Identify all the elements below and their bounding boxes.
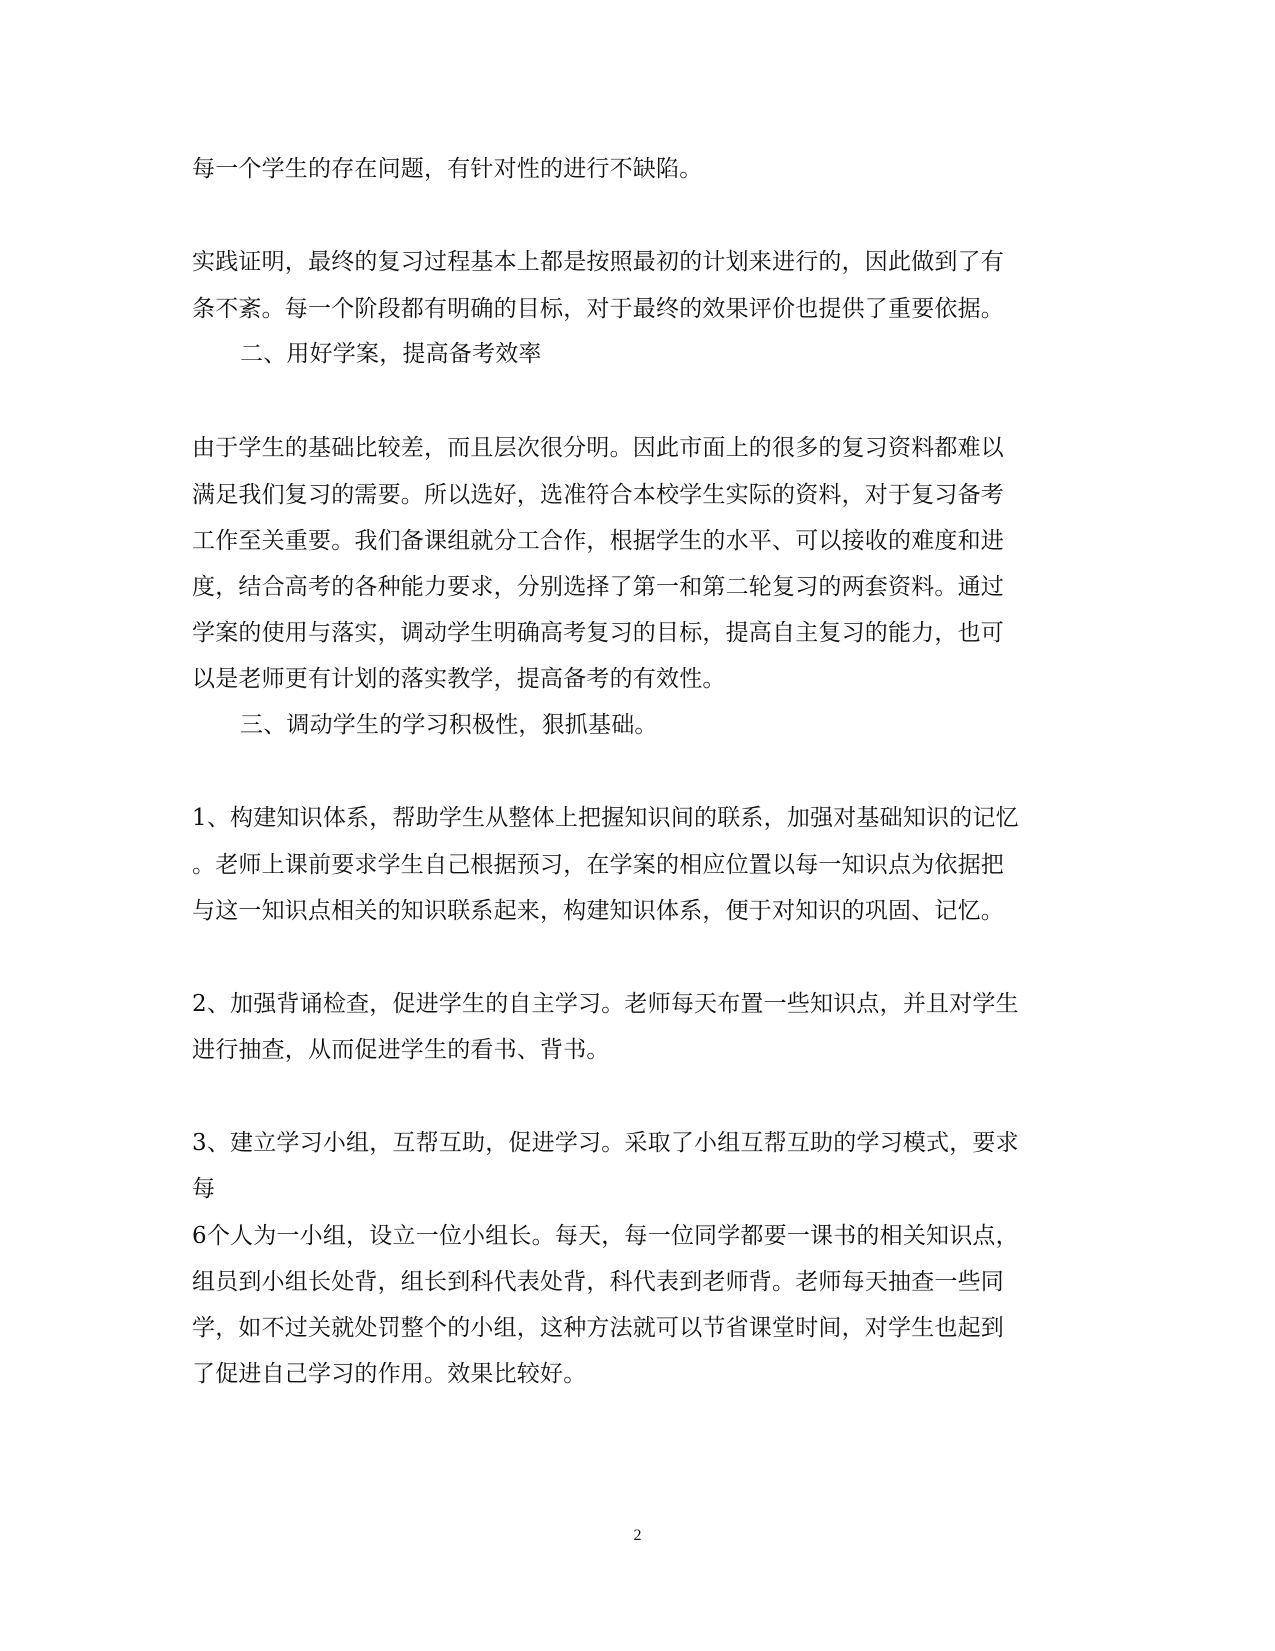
text-line: 每 bbox=[192, 1176, 216, 1202]
text-line: 2、加强背诵检查，促进学生的自主学习。老师每天布置一些知识点，并且对学生 bbox=[192, 991, 1019, 1017]
text-line: 度，结合高考的各种能力要求，分别选择了第一和第二轮复习的两套资料。通过 bbox=[192, 574, 1004, 600]
text-line: 由于学生的基础比较差，而且层次很分明。因此市面上的很多的复习资料都难以 bbox=[192, 435, 1004, 461]
text-line: 组员到小组长处背，组长到科代表处背，科代表到老师背。老师每天抽查一些同 bbox=[192, 1269, 1004, 1295]
section-heading: 三、调动学生的学习积极性，狠抓基础。 bbox=[240, 712, 658, 738]
text-line: 条不紊。每一个阶段都有明确的目标，对于最终的效果评价也提供了重要依据。 bbox=[192, 296, 1004, 322]
text-line: 满足我们复习的需要。所以选好，选准符合本校学生实际的资料，对于复习备考 bbox=[192, 482, 1004, 508]
text-line: 每一个学生的存在问题，有针对性的进行不缺陷。 bbox=[192, 156, 703, 182]
text-line: 3、建立学习小组，互帮互助，促进学习。采取了小组互帮互助的学习模式，要求 bbox=[192, 1130, 1019, 1156]
page-number: 2 bbox=[633, 1527, 642, 1544]
section-heading: 二、用好学案，提高备考效率 bbox=[240, 341, 542, 367]
text-line: 工作至关重要。我们备课组就分工合作，根据学生的水平、可以接收的难度和进 bbox=[192, 528, 1004, 554]
text-line: 以是老师更有计划的落实教学，提高备考的有效性。 bbox=[192, 666, 726, 692]
text-line: 学，如不过关就处罚整个的小组，这种方法就可以节省课堂时间，对学生也起到 bbox=[192, 1315, 1004, 1341]
text-line: 了促进自己学习的作用。效果比较好。 bbox=[192, 1361, 587, 1387]
text-line: 实践证明，最终的复习过程基本上都是按照最初的计划来进行的，因此做到了有 bbox=[192, 249, 1004, 275]
text-line: 进行抽查，从而促进学生的看书、背书。 bbox=[192, 1037, 610, 1063]
text-line: 学案的使用与落实，调动学生明确高考复习的目标，提高自主复习的能力，也可 bbox=[192, 620, 1004, 646]
text-line: 1、构建知识体系，帮助学生从整体上把握知识间的联系，加强对基础知识的记忆 bbox=[192, 805, 1019, 831]
text-line: 6个人为一小组，设立一位小组长。每天，每一位同学都要一课书的相关知识点， bbox=[192, 1223, 1019, 1249]
text-line: 与这一知识点相关的知识联系起来，构建知识体系，便于对知识的巩固、记忆。 bbox=[192, 898, 1004, 924]
text-line: 。老师上课前要求学生自己根据预习，在学案的相应位置以每一知识点为依据把 bbox=[192, 852, 1004, 878]
